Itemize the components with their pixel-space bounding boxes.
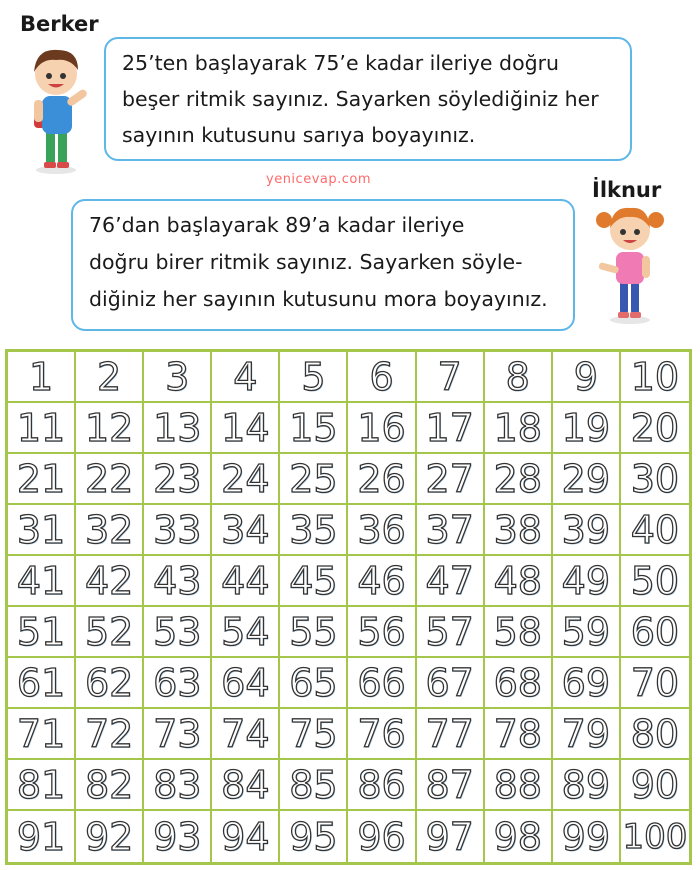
number-box[interactable]: 39 — [553, 505, 621, 556]
ilknur-instruction-line: 76’dan başlayarak 89’a kadar ileriye — [89, 213, 465, 237]
number-box[interactable]: 18 — [485, 403, 553, 454]
number-box[interactable]: 51 — [8, 607, 76, 658]
number-box[interactable]: 5 — [280, 352, 348, 403]
ilknur-girl-illustration — [590, 200, 668, 325]
number-box[interactable]: 11 — [8, 403, 76, 454]
ilknur-instruction-line: diğiniz her sayının kutusunu mora boyayınız. — [89, 287, 548, 311]
number-box[interactable]: 82 — [76, 760, 144, 811]
number-box[interactable]: 86 — [348, 760, 416, 811]
number-box[interactable]: 47 — [417, 556, 485, 607]
number-box[interactable]: 20 — [621, 403, 689, 454]
number-box[interactable]: 79 — [553, 709, 621, 760]
number-box[interactable]: 27 — [417, 454, 485, 505]
number-box[interactable]: 59 — [553, 607, 621, 658]
number-box[interactable]: 93 — [144, 811, 212, 862]
number-box[interactable]: 95 — [280, 811, 348, 862]
number-box[interactable]: 2 — [76, 352, 144, 403]
number-box[interactable]: 77 — [417, 709, 485, 760]
number-box[interactable]: 64 — [212, 658, 280, 709]
number-box[interactable]: 58 — [485, 607, 553, 658]
hundreds-chart — [5, 349, 692, 865]
number-box[interactable]: 17 — [417, 403, 485, 454]
number-box[interactable]: 92 — [76, 811, 144, 862]
number-box[interactable]: 25 — [280, 454, 348, 505]
number-box[interactable]: 28 — [485, 454, 553, 505]
number-box[interactable]: 71 — [8, 709, 76, 760]
number-box[interactable]: 69 — [553, 658, 621, 709]
number-box[interactable]: 65 — [280, 658, 348, 709]
number-box[interactable]: 34 — [212, 505, 280, 556]
number-box[interactable]: 13 — [144, 403, 212, 454]
number-box[interactable]: 10 — [621, 352, 689, 403]
number-box[interactable]: 83 — [144, 760, 212, 811]
number-box[interactable]: 74 — [212, 709, 280, 760]
number-box[interactable]: 12 — [76, 403, 144, 454]
berker-boy-illustration — [20, 40, 98, 175]
number-box[interactable]: 4 — [212, 352, 280, 403]
number-box[interactable]: 40 — [621, 505, 689, 556]
berker-instruction-bubble — [104, 37, 632, 161]
number-box[interactable]: 76 — [348, 709, 416, 760]
number-box[interactable]: 50 — [621, 556, 689, 607]
ilknur-name: İlknur — [592, 178, 662, 202]
number-box[interactable]: 15 — [280, 403, 348, 454]
number-box[interactable]: 80 — [621, 709, 689, 760]
number-box[interactable]: 8 — [485, 352, 553, 403]
number-box[interactable]: 94 — [212, 811, 280, 862]
ilknur-instruction-bubble — [71, 199, 575, 331]
number-box[interactable]: 99 — [553, 811, 621, 862]
watermark-text: yenicevap.com — [266, 172, 371, 187]
number-box[interactable]: 14 — [212, 403, 280, 454]
number-box[interactable]: 22 — [76, 454, 144, 505]
number-box[interactable]: 67 — [417, 658, 485, 709]
number-box[interactable]: 57 — [417, 607, 485, 658]
number-box[interactable]: 36 — [348, 505, 416, 556]
number-box[interactable]: 61 — [8, 658, 76, 709]
number-box[interactable]: 60 — [621, 607, 689, 658]
number-box[interactable]: 72 — [76, 709, 144, 760]
hundreds-chart-grid — [8, 352, 689, 862]
number-box[interactable]: 52 — [76, 607, 144, 658]
number-box[interactable]: 7 — [417, 352, 485, 403]
berker-name: Berker — [20, 12, 99, 36]
number-box[interactable]: 81 — [8, 760, 76, 811]
number-box[interactable]: 21 — [8, 454, 76, 505]
number-box[interactable]: 32 — [76, 505, 144, 556]
number-box[interactable]: 53 — [144, 607, 212, 658]
number-box[interactable]: 75 — [280, 709, 348, 760]
number-box[interactable]: 33 — [144, 505, 212, 556]
number-box[interactable]: 23 — [144, 454, 212, 505]
number-box[interactable]: 6 — [348, 352, 416, 403]
number-box[interactable]: 78 — [485, 709, 553, 760]
number-box[interactable]: 89 — [553, 760, 621, 811]
number-box[interactable]: 29 — [553, 454, 621, 505]
number-box[interactable]: 42 — [76, 556, 144, 607]
number-box[interactable]: 19 — [553, 403, 621, 454]
number-box[interactable]: 70 — [621, 658, 689, 709]
number-box[interactable]: 26 — [348, 454, 416, 505]
number-box[interactable]: 9 — [553, 352, 621, 403]
number-box[interactable]: 41 — [8, 556, 76, 607]
number-box[interactable]: 90 — [621, 760, 689, 811]
number-box[interactable]: 97 — [417, 811, 485, 862]
ilknur-instruction-line: doğru birer ritmik sayınız. Sayarken söyle- — [89, 250, 523, 274]
number-box[interactable]: 54 — [212, 607, 280, 658]
number-box[interactable]: 37 — [417, 505, 485, 556]
number-box[interactable]: 96 — [348, 811, 416, 862]
number-box[interactable]: 43 — [144, 556, 212, 607]
number-box[interactable]: 56 — [348, 607, 416, 658]
number-box[interactable]: 88 — [485, 760, 553, 811]
number-box[interactable]: 98 — [485, 811, 553, 862]
number-box[interactable]: 3 — [144, 352, 212, 403]
number-box[interactable]: 31 — [8, 505, 76, 556]
number-box[interactable]: 87 — [417, 760, 485, 811]
number-box[interactable]: 73 — [144, 709, 212, 760]
number-box[interactable]: 62 — [76, 658, 144, 709]
berker-instruction-line: sayının kutusunu sarıya boyayınız. — [122, 123, 476, 147]
number-box[interactable]: 46 — [348, 556, 416, 607]
number-box[interactable]: 30 — [621, 454, 689, 505]
number-box[interactable]: 24 — [212, 454, 280, 505]
number-box[interactable]: 91 — [8, 811, 76, 862]
number-box[interactable]: 84 — [212, 760, 280, 811]
number-box[interactable]: 55 — [280, 607, 348, 658]
number-box[interactable]: 48 — [485, 556, 553, 607]
number-box[interactable]: 63 — [144, 658, 212, 709]
number-box[interactable]: 1 — [8, 352, 76, 403]
number-box[interactable]: 68 — [485, 658, 553, 709]
number-box[interactable]: 85 — [280, 760, 348, 811]
number-box[interactable]: 44 — [212, 556, 280, 607]
number-box[interactable]: 16 — [348, 403, 416, 454]
number-box[interactable]: 45 — [280, 556, 348, 607]
number-box[interactable]: 35 — [280, 505, 348, 556]
berker-instruction-line: 25’ten başlayarak 75’e kadar ileriye doğru — [122, 51, 560, 75]
number-box[interactable]: 66 — [348, 658, 416, 709]
number-box[interactable]: 38 — [485, 505, 553, 556]
berker-instruction-line: beşer ritmik sayınız. Sayarken söylediğiniz her — [122, 87, 599, 111]
number-box[interactable]: 100 — [622, 816, 688, 857]
number-box[interactable]: 49 — [553, 556, 621, 607]
